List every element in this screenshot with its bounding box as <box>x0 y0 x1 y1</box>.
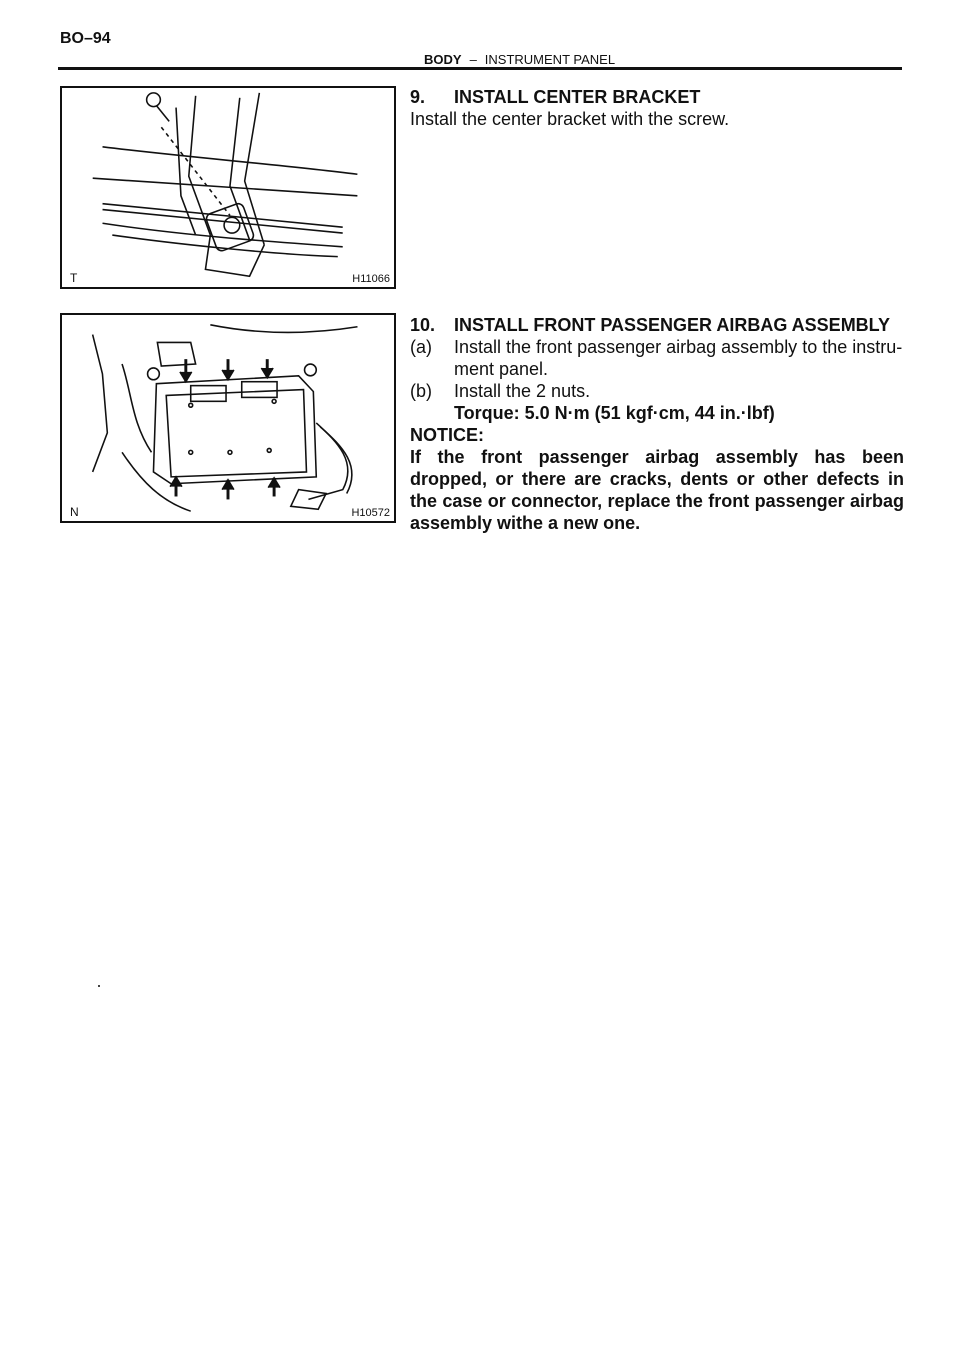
notice-text: If the front passenger airbag assembly has been dropped, or there are cracks, dents or other defects in the case or connector, replace the front passenger airbag assembly withe a new one. <box>410 447 904 533</box>
step-9-section <box>410 86 904 130</box>
step-title: INSTALL FRONT PASSENGER AIRBAG ASSEMBLY <box>454 315 891 335</box>
figure-code: H11066 <box>352 273 390 285</box>
substep-text: Install the 2 nuts. <box>454 381 591 401</box>
header-subsection: INSTRUMENT PANEL <box>484 52 616 67</box>
figure-corner-label: N <box>70 505 79 519</box>
running-header <box>424 52 615 67</box>
step-number: 9. <box>410 87 426 107</box>
step-body: Install the center bracket with the screw. <box>410 109 730 129</box>
substep-label: (b) <box>410 381 432 401</box>
figure-corner-label: T <box>70 271 78 285</box>
figure-code: H10572 <box>351 507 390 519</box>
stray-mark <box>98 985 100 987</box>
torque-spec: Torque: 5.0 N·m (51 kgf·cm, 44 in.·lbf) <box>454 403 775 423</box>
header-section: BODY <box>424 52 462 67</box>
header-rule <box>58 67 902 70</box>
center-bracket-illustration <box>62 88 394 287</box>
substep-label: (a) <box>410 337 432 357</box>
substep-b <box>410 380 904 402</box>
figure-center-bracket <box>60 86 396 289</box>
step-10-title-row <box>410 314 904 336</box>
substep-text: Install the front passenger airbag assembly to the instru-ment panel. <box>454 337 903 379</box>
page-code: BO–94 <box>60 30 111 47</box>
airbag-assembly-illustration <box>62 315 394 521</box>
notice-label: NOTICE: <box>410 425 484 445</box>
step-9-title-row <box>410 86 904 108</box>
substep-a <box>410 336 904 380</box>
step-10-section <box>410 314 904 534</box>
step-title: INSTALL CENTER BRACKET <box>454 87 701 107</box>
header-separator: – <box>469 52 477 67</box>
figure-airbag-assembly <box>60 313 396 523</box>
step-number: 10. <box>410 315 436 335</box>
